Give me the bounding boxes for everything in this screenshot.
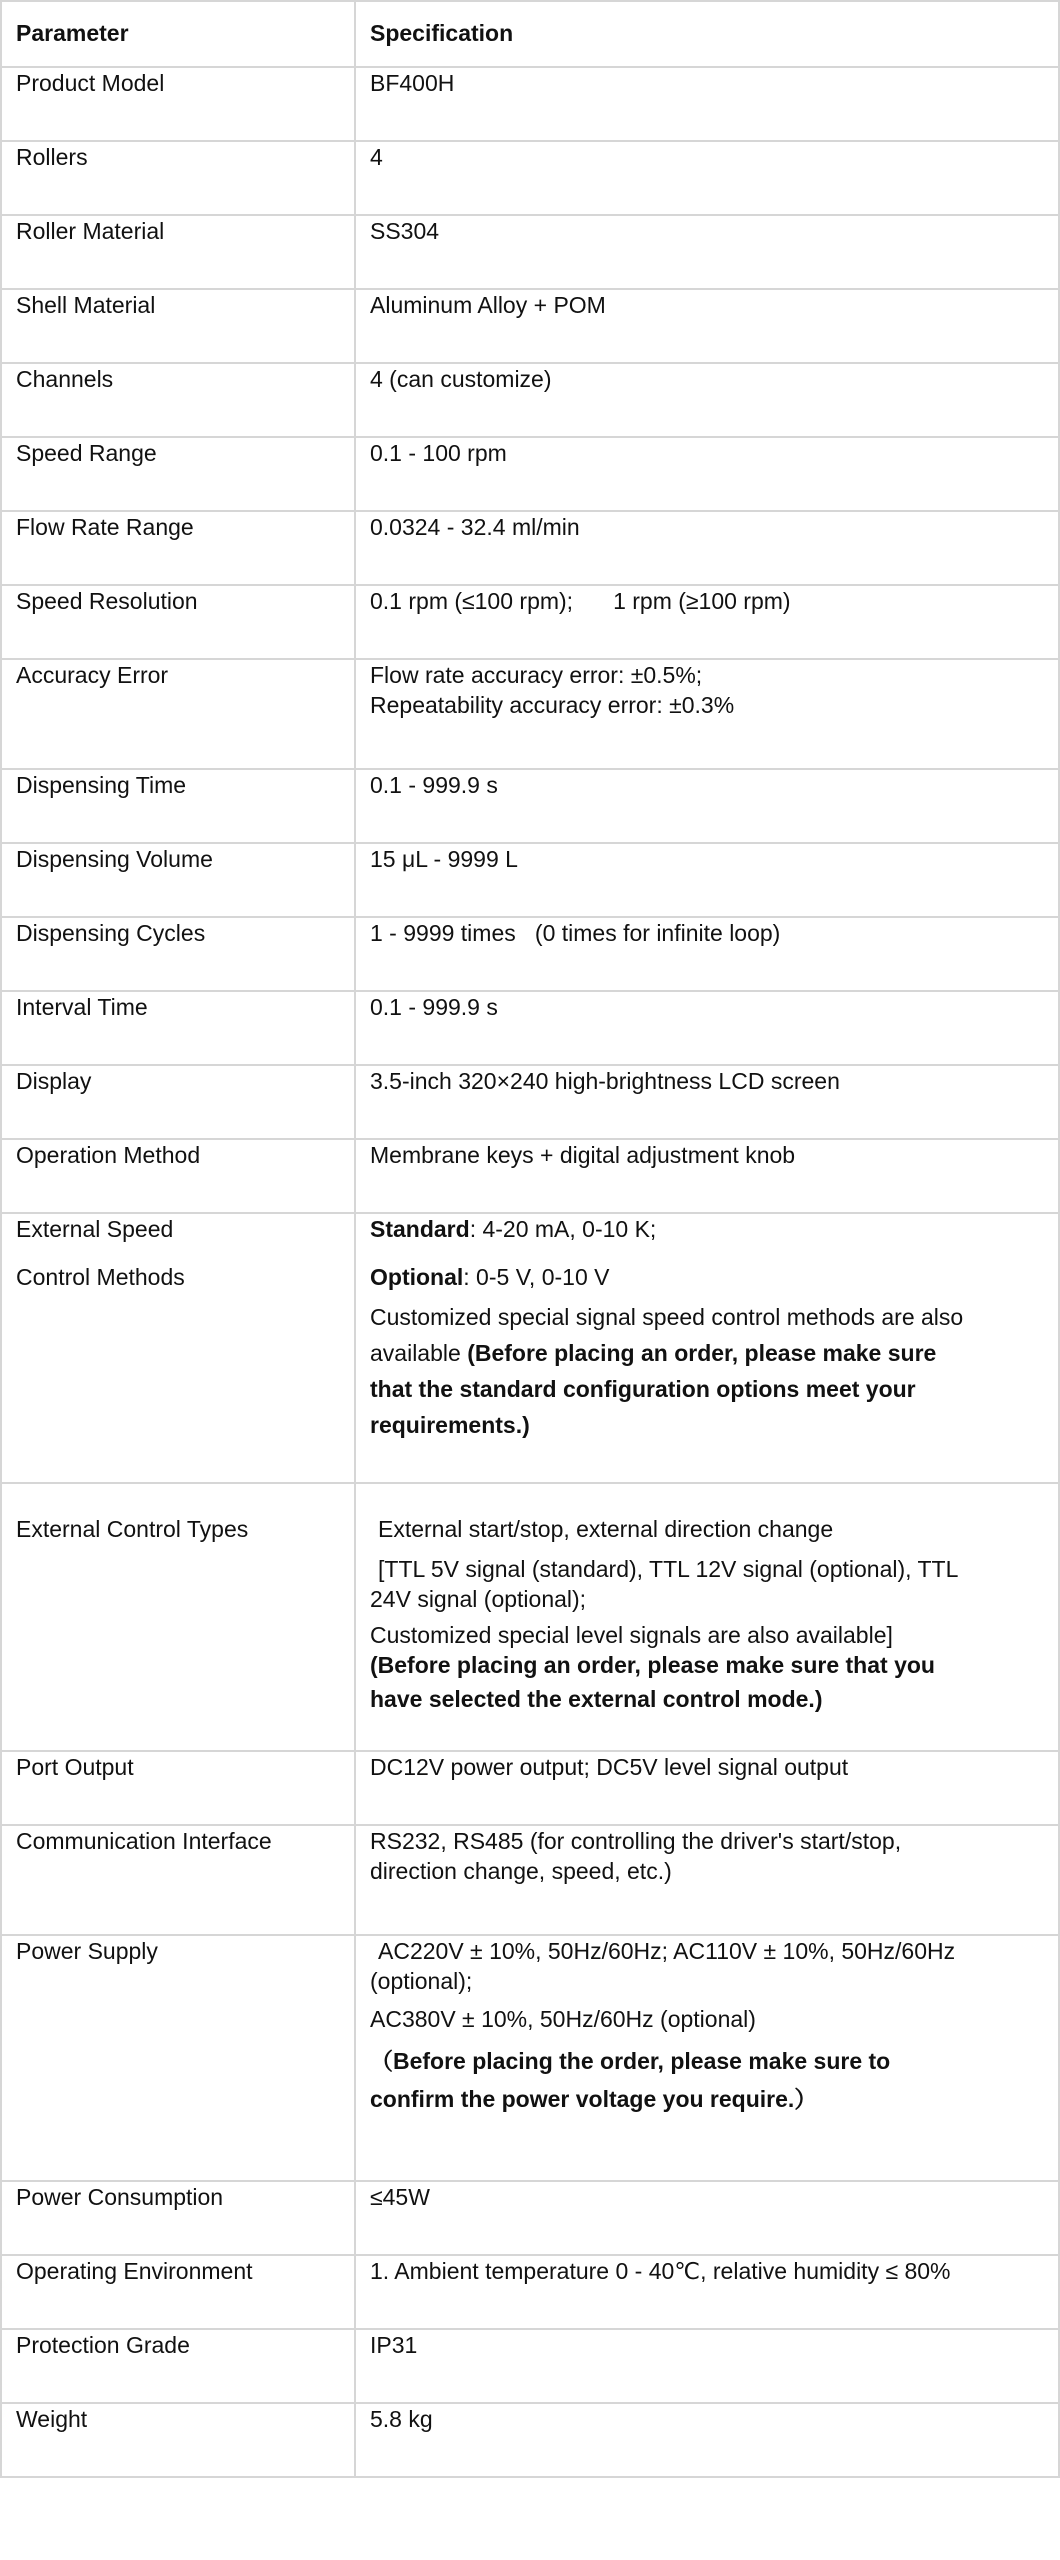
param-label: Rollers [1, 141, 355, 215]
spec-value [355, 659, 1059, 769]
table-header-row [1, 1, 1059, 67]
standard-label: Standard [370, 1216, 470, 1242]
spec-value-part: 0.1 rpm (≤100 rpm); [370, 588, 574, 614]
param-label: Protection Grade [1, 2329, 355, 2403]
spec-line: available (Before placing an order, please make sure [370, 1340, 937, 1366]
spec-value: 5.8 kg [355, 2403, 1059, 2477]
header-specification: Specification [355, 1, 1059, 67]
spec-line: External start/stop, external direction change [378, 1516, 834, 1542]
param-label [1, 1213, 355, 1483]
spec-line: AC220V ± 10%, 50Hz/60Hz; AC110V ± 10%, 50Hz/60Hz [378, 1938, 956, 1964]
spec-line: requirements.) [370, 1412, 530, 1438]
table-row [1, 289, 1059, 363]
spec-value: 0.0324 - 32.4 ml/min [355, 511, 1059, 585]
table-row [1, 585, 1059, 659]
param-label: Operation Method [1, 1139, 355, 1213]
table-row [1, 2255, 1059, 2329]
spec-line: direction change, speed, etc.) [370, 1858, 672, 1884]
spec-value [355, 1213, 1059, 1483]
table-row [1, 1825, 1059, 1935]
param-label: External Control Types [1, 1483, 355, 1751]
spec-value [355, 585, 1059, 659]
optional-value: : 0-5 V, 0-10 V [463, 1264, 610, 1290]
optional-label: Optional [370, 1264, 464, 1290]
spec-line: Flow rate accuracy error: ±0.5%; [370, 662, 703, 688]
spec-line [370, 1262, 1058, 1292]
param-label: Speed Resolution [1, 585, 355, 659]
table-row [1, 67, 1059, 141]
table-row [1, 1139, 1059, 1213]
spec-line: AC380V ± 10%, 50Hz/60Hz (optional) [370, 2006, 756, 2032]
table-row [1, 1751, 1059, 1825]
table-row [1, 991, 1059, 1065]
spec-value: 1 - 9999 times (0 times for infinite loop) [355, 917, 1059, 991]
standard-value: : 4-20 mA, 0-10 K; [469, 1216, 657, 1242]
table-row [1, 843, 1059, 917]
spec-value: Aluminum Alloy + POM [355, 289, 1059, 363]
spec-value [355, 1825, 1059, 1935]
spec-line: that the standard configuration options meet your [370, 1376, 916, 1402]
param-label: Roller Material [1, 215, 355, 289]
table-row [1, 437, 1059, 511]
spec-value [355, 1483, 1059, 1751]
param-label: Weight [1, 2403, 355, 2477]
param-label: Operating Environment [1, 2255, 355, 2329]
spec-line: (Before placing an order, please make sure that you [370, 1652, 935, 1678]
param-label-line: Control Methods [16, 1264, 185, 1290]
table-row [1, 2403, 1059, 2477]
spec-value: 1. Ambient temperature 0 - 40℃, relative humidity ≤ 80% [355, 2255, 1059, 2329]
spec-line: Customized special signal speed control methods are also [370, 1304, 964, 1330]
header-parameter: Parameter [1, 1, 355, 67]
param-label: Display [1, 1065, 355, 1139]
table-row [1, 141, 1059, 215]
spec-line: confirm the power voltage you require.） [370, 2086, 818, 2112]
spec-line: (optional); [370, 1968, 473, 1994]
spec-line: RS232, RS485 (for controlling the driver's start/stop, [370, 1828, 902, 1854]
spec-line [370, 1214, 1058, 1244]
param-label: Channels [1, 363, 355, 437]
spec-value: 0.1 - 999.9 s [355, 769, 1059, 843]
spec-line: Repeatability accuracy error: ±0.3% [370, 692, 735, 718]
spec-line: [TTL 5V signal (standard), TTL 12V signal (optional), TTL [378, 1556, 959, 1582]
spec-value: 0.1 - 999.9 s [355, 991, 1059, 1065]
param-label: Power Consumption [1, 2181, 355, 2255]
spec-value-part: 1 rpm (≥100 rpm) [613, 588, 791, 614]
table-row [1, 2329, 1059, 2403]
spec-value: 3.5-inch 320×240 high-brightness LCD screen [355, 1065, 1059, 1139]
param-label: Dispensing Cycles [1, 917, 355, 991]
param-label: Flow Rate Range [1, 511, 355, 585]
param-label: Power Supply [1, 1935, 355, 2181]
spec-value: 15 μL - 9999 L [355, 843, 1059, 917]
spec-value: IP31 [355, 2329, 1059, 2403]
table-row [1, 511, 1059, 585]
spec-value: 4 [355, 141, 1059, 215]
table-row [1, 659, 1059, 769]
table-row [1, 917, 1059, 991]
table-row [1, 1935, 1059, 2181]
spec-line: 24V signal (optional); [370, 1586, 587, 1612]
param-label: Product Model [1, 67, 355, 141]
table-row [1, 215, 1059, 289]
spec-value: 0.1 - 100 rpm [355, 437, 1059, 511]
param-label: Interval Time [1, 991, 355, 1065]
table-row [1, 1213, 1059, 1483]
spec-value: ≤45W [355, 2181, 1059, 2255]
param-label-line: External Speed [16, 1216, 174, 1242]
spec-value: 4 (can customize) [355, 363, 1059, 437]
table-row [1, 769, 1059, 843]
param-label: Communication Interface [1, 1825, 355, 1935]
spec-line: Customized special level signals are also available] [370, 1622, 893, 1648]
spec-value: BF400H [355, 67, 1059, 141]
param-label: Shell Material [1, 289, 355, 363]
table-row [1, 1065, 1059, 1139]
spec-line: （Before placing the order, please make sure to [370, 2048, 891, 2074]
spec-value [355, 1935, 1059, 2181]
spec-line: have selected the external control mode.) [370, 1686, 823, 1712]
param-label: Accuracy Error [1, 659, 355, 769]
spec-value: Membrane keys + digital adjustment knob [355, 1139, 1059, 1213]
param-label: Dispensing Volume [1, 843, 355, 917]
param-label: Port Output [1, 1751, 355, 1825]
spec-value: SS304 [355, 215, 1059, 289]
table-row [1, 363, 1059, 437]
spec-value: DC12V power output; DC5V level signal output [355, 1751, 1059, 1825]
table-row [1, 2181, 1059, 2255]
param-label: Speed Range [1, 437, 355, 511]
table-row [1, 1483, 1059, 1751]
param-label: Dispensing Time [1, 769, 355, 843]
